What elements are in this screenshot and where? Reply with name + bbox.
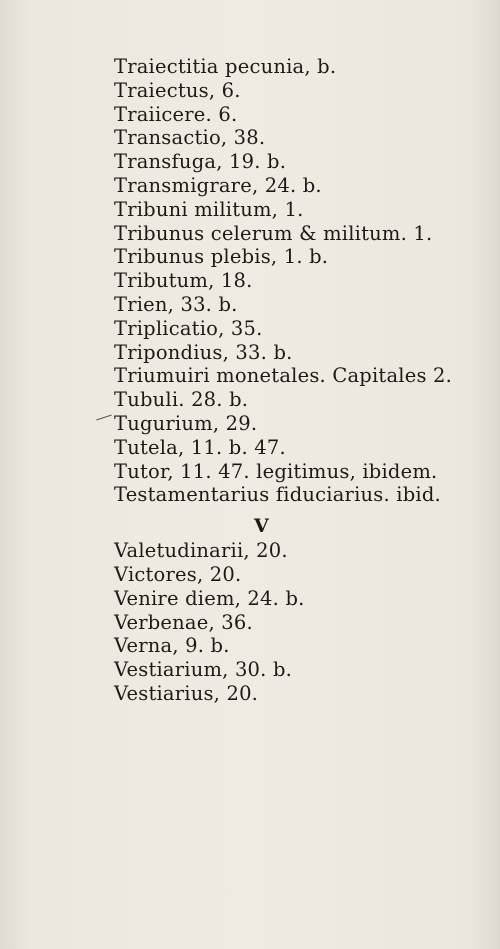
index-entry: Tripondius, 33. b. bbox=[114, 340, 293, 364]
index-entry: Traiectus, 6. bbox=[114, 78, 241, 102]
index-entry: Traiectitia pecunia, b. bbox=[114, 55, 337, 78]
index-entry: Tubuli. 28. b. bbox=[114, 388, 249, 412]
index-entry: Vestiarius, 20. bbox=[114, 681, 259, 705]
index-entry: Tribuni militum, 1. bbox=[114, 197, 304, 221]
index-entry: Tugurium, 29. bbox=[114, 411, 258, 435]
index-entry: Trien, 33. b. bbox=[114, 292, 238, 316]
index-entry: Testamentarius fiduciarius. ibid. bbox=[114, 483, 441, 507]
index-entry: Victores, 20. bbox=[114, 562, 242, 586]
index-entry: Traiicere. 6. bbox=[114, 102, 238, 126]
index-entry: Triumuiri monetales. Capitales 2. bbox=[114, 364, 453, 388]
section-letter: V bbox=[254, 515, 269, 538]
index-entry: Triplicatio, 35. bbox=[114, 316, 263, 340]
index-entry: Tribunus celerum & militum. 1. bbox=[114, 221, 433, 245]
index-entry: Venire diem, 24. b. bbox=[114, 586, 305, 610]
index-entry: Tutela, 11. b. 47. bbox=[114, 435, 286, 459]
index-entry: Tributum, 18. bbox=[114, 269, 253, 293]
index-entry: Transfuga, 19. b. bbox=[114, 150, 287, 174]
index-entry: Transactio, 38. bbox=[114, 126, 266, 150]
index-entry: Tribunus plebis, 1. b. bbox=[114, 245, 329, 269]
index-entry: Verbenae, 36. bbox=[114, 610, 253, 634]
index-entry: Vestiarium, 30. b. bbox=[114, 658, 293, 682]
index-column bbox=[114, 55, 494, 706]
margin-mark bbox=[96, 415, 112, 421]
index-entry: Verna, 9. b. bbox=[114, 634, 230, 658]
index-entry: Transmigrare, 24. b. bbox=[114, 173, 322, 197]
index-entry: Tutor, 11. 47. legitimus, ibidem. bbox=[114, 459, 438, 483]
index-entry: Valetudinarii, 20. bbox=[114, 539, 288, 563]
